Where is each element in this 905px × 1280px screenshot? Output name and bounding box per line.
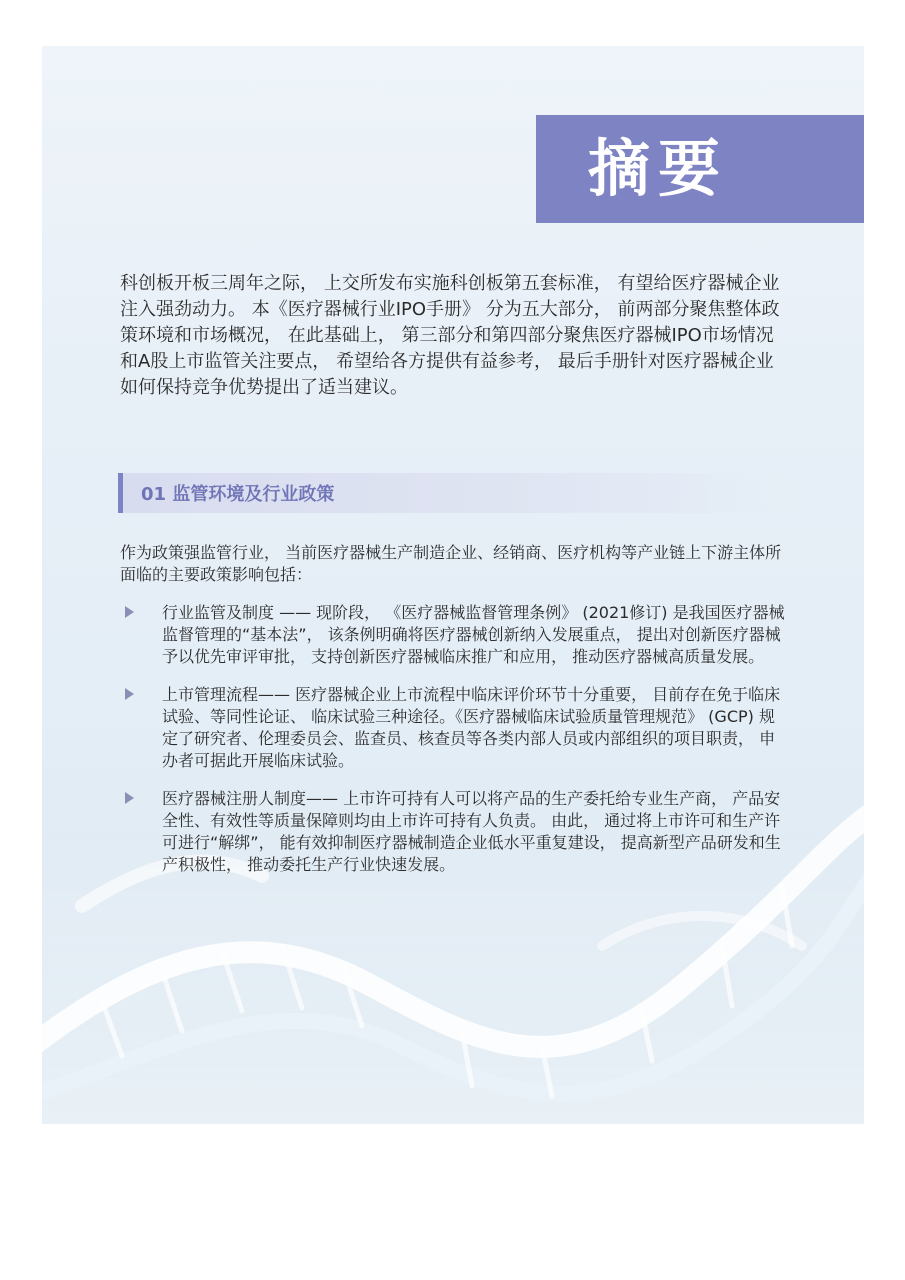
- summary-paragraph: 科创板开板三周年之际， 上交所发布实施科创板第五套标准， 有望给医疗器械企业注入强劲动力。 本《医疗器械行业IPO手册》 分为五大部分， 前两部分聚焦整体政策环境和市场概况， 在此基础上， 第三部分和第四部分聚焦医疗器械IPO市场情况和A股上市监管关注要点， 希望给各方提供有益参考， 最后手册针对医疗器械企业如何保持竞争优势提出了适当建议。: [120, 273, 780, 398]
- section-header: [118, 473, 803, 513]
- list-item: [120, 602, 790, 668]
- list-item: [120, 684, 790, 772]
- policy-bullet-list: [120, 602, 790, 892]
- triangle-bullet-icon: [125, 606, 134, 618]
- list-item: [120, 788, 790, 876]
- bullet-text: 上市管理流程—— 医疗器械企业上市流程中临床评价环节十分重要， 目前存在免于临床试验、等同性论证、 临床试验三种途径。《医疗器械临床试验质量管理规范》 (GCP) 规定了研究者、伦理委员会、监查员、核查员等各类内部人员或内部组织的项目职责， 申办者可据此开展临床试验。: [162, 685, 781, 770]
- title-banner: [536, 115, 864, 223]
- section-title: 01 监管环境及行业政策: [141, 484, 335, 505]
- triangle-bullet-icon: [125, 792, 134, 804]
- triangle-bullet-icon: [125, 688, 134, 700]
- page-background: [42, 46, 864, 1124]
- bullet-text: 行业监管及制度 —— 现阶段， 《医疗器械监督管理条例》 (2021修订) 是我国医疗器械监督管理的“基本法”， 该条例明确将医疗器械创新纳入发展重点， 提出对创新医疗器械予以优先审评审批， 支持创新医疗器械临床推广和应用， 推动医疗器械高质量发展。: [162, 603, 785, 666]
- page-title: 摘要: [588, 132, 729, 205]
- section-intro-paragraph: 作为政策强监管行业， 当前医疗器械生产制造企业、经销商、医疗机构等产业链上下游主体所面临的主要政策影响包括：: [120, 543, 782, 584]
- bullet-text: 医疗器械注册人制度—— 上市许可持有人可以将产品的生产委托给专业生产商， 产品安全性、有效性等质量保障则均由上市许可持有人负责。 由此， 通过将上市许可和生产许可进行“解绑”， 能有效抑制医疗器械制造企业低水平重复建设， 提高新型产品研发和生产积极性， 推动委托生产行业快速发展。: [162, 789, 781, 874]
